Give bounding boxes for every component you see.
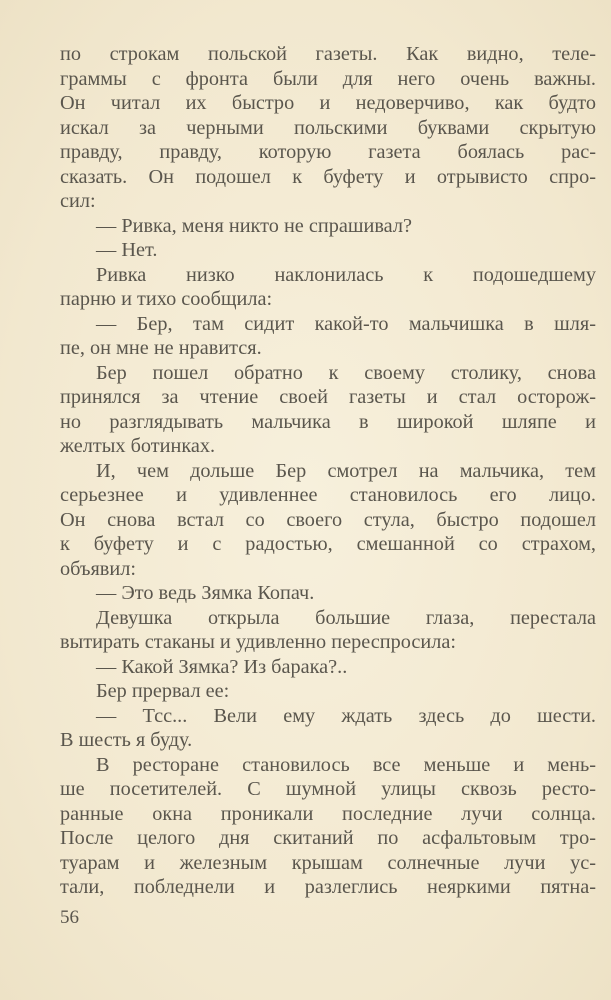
text-line: ше посетителей. С шумной улицы сквозь ресто- [60, 778, 596, 800]
text-line: — Какой Зямка? Из барака?.. [96, 655, 348, 678]
text-line: тали, побледнели и разлеглись неяркими пятна- [60, 876, 596, 898]
text-line: В ресторане становилось все меньше и мень- [96, 753, 596, 776]
text-line: Он читал их быстро и недоверчиво, как будто [60, 92, 596, 114]
text-line: принялся за чтение своей газеты и стал осторож- [60, 386, 596, 408]
text-line: Он снова встал со своего стула, быстро подошел [60, 508, 596, 531]
text-line: серьезнее и удивленнее становилось его лицо. [60, 484, 596, 506]
text-line: парню и тихо сообщила: [60, 288, 273, 310]
text-line: Бер прервал ее: [96, 680, 230, 702]
text-line: вытирать стаканы и удивленно переспросила: [60, 631, 456, 653]
text-line: После целого дня скитаний по асфальтовым тро- [60, 827, 596, 849]
text-line: И, чем дольше Бер смотрел на мальчика, тем [96, 459, 596, 482]
text-line: к буфету и с радостью, смешанной со страхом, [60, 533, 596, 555]
text-line: — Ривка, меня никто не спрашивал? [96, 214, 412, 237]
text-line: правду, правду, которую газета боялась рас- [60, 141, 596, 163]
text-line: — Тсс... Вели ему ждать здесь до шести. [96, 704, 596, 727]
text-line: объявил: [60, 557, 136, 580]
text-line: пе, он мне не нравится. [60, 337, 262, 359]
text-line: по строкам польской газеты. Как видно, теле- [60, 43, 596, 65]
text-line: В шесть я буду. [60, 729, 193, 751]
page-body [60, 42, 596, 900]
text-line: желтых ботинках. [60, 435, 216, 457]
text-line: — Нет. [96, 239, 158, 261]
text-line: Девушка открыла большие глаза, перестала [96, 606, 596, 629]
text-line: сказать. Он подошел к буфету и отрывисто спро- [60, 165, 596, 188]
text-line: сил: [60, 190, 96, 212]
text-line: искал за черными польскими буквами скрытую [60, 116, 596, 139]
text-line: ранные окна проникали последние лучи солнца. [60, 802, 596, 825]
text-line: туарам и железным крышам солнечные лучи ус- [60, 851, 596, 874]
text-line: Бер пошел обратно к своему столику, снова [96, 361, 596, 384]
text-line: но разглядывать мальчика в широкой шляпе и [60, 410, 596, 433]
text-line: граммы с фронта были для него очень важны. [60, 67, 596, 90]
page-number: 56 [60, 907, 79, 928]
text-line: Ривка низко наклонилась к подошедшему [96, 263, 596, 286]
text-line: — Бер, там сидит какой-то мальчишка в шля- [96, 312, 596, 335]
text-line: — Это ведь Зямка Копач. [96, 582, 315, 604]
